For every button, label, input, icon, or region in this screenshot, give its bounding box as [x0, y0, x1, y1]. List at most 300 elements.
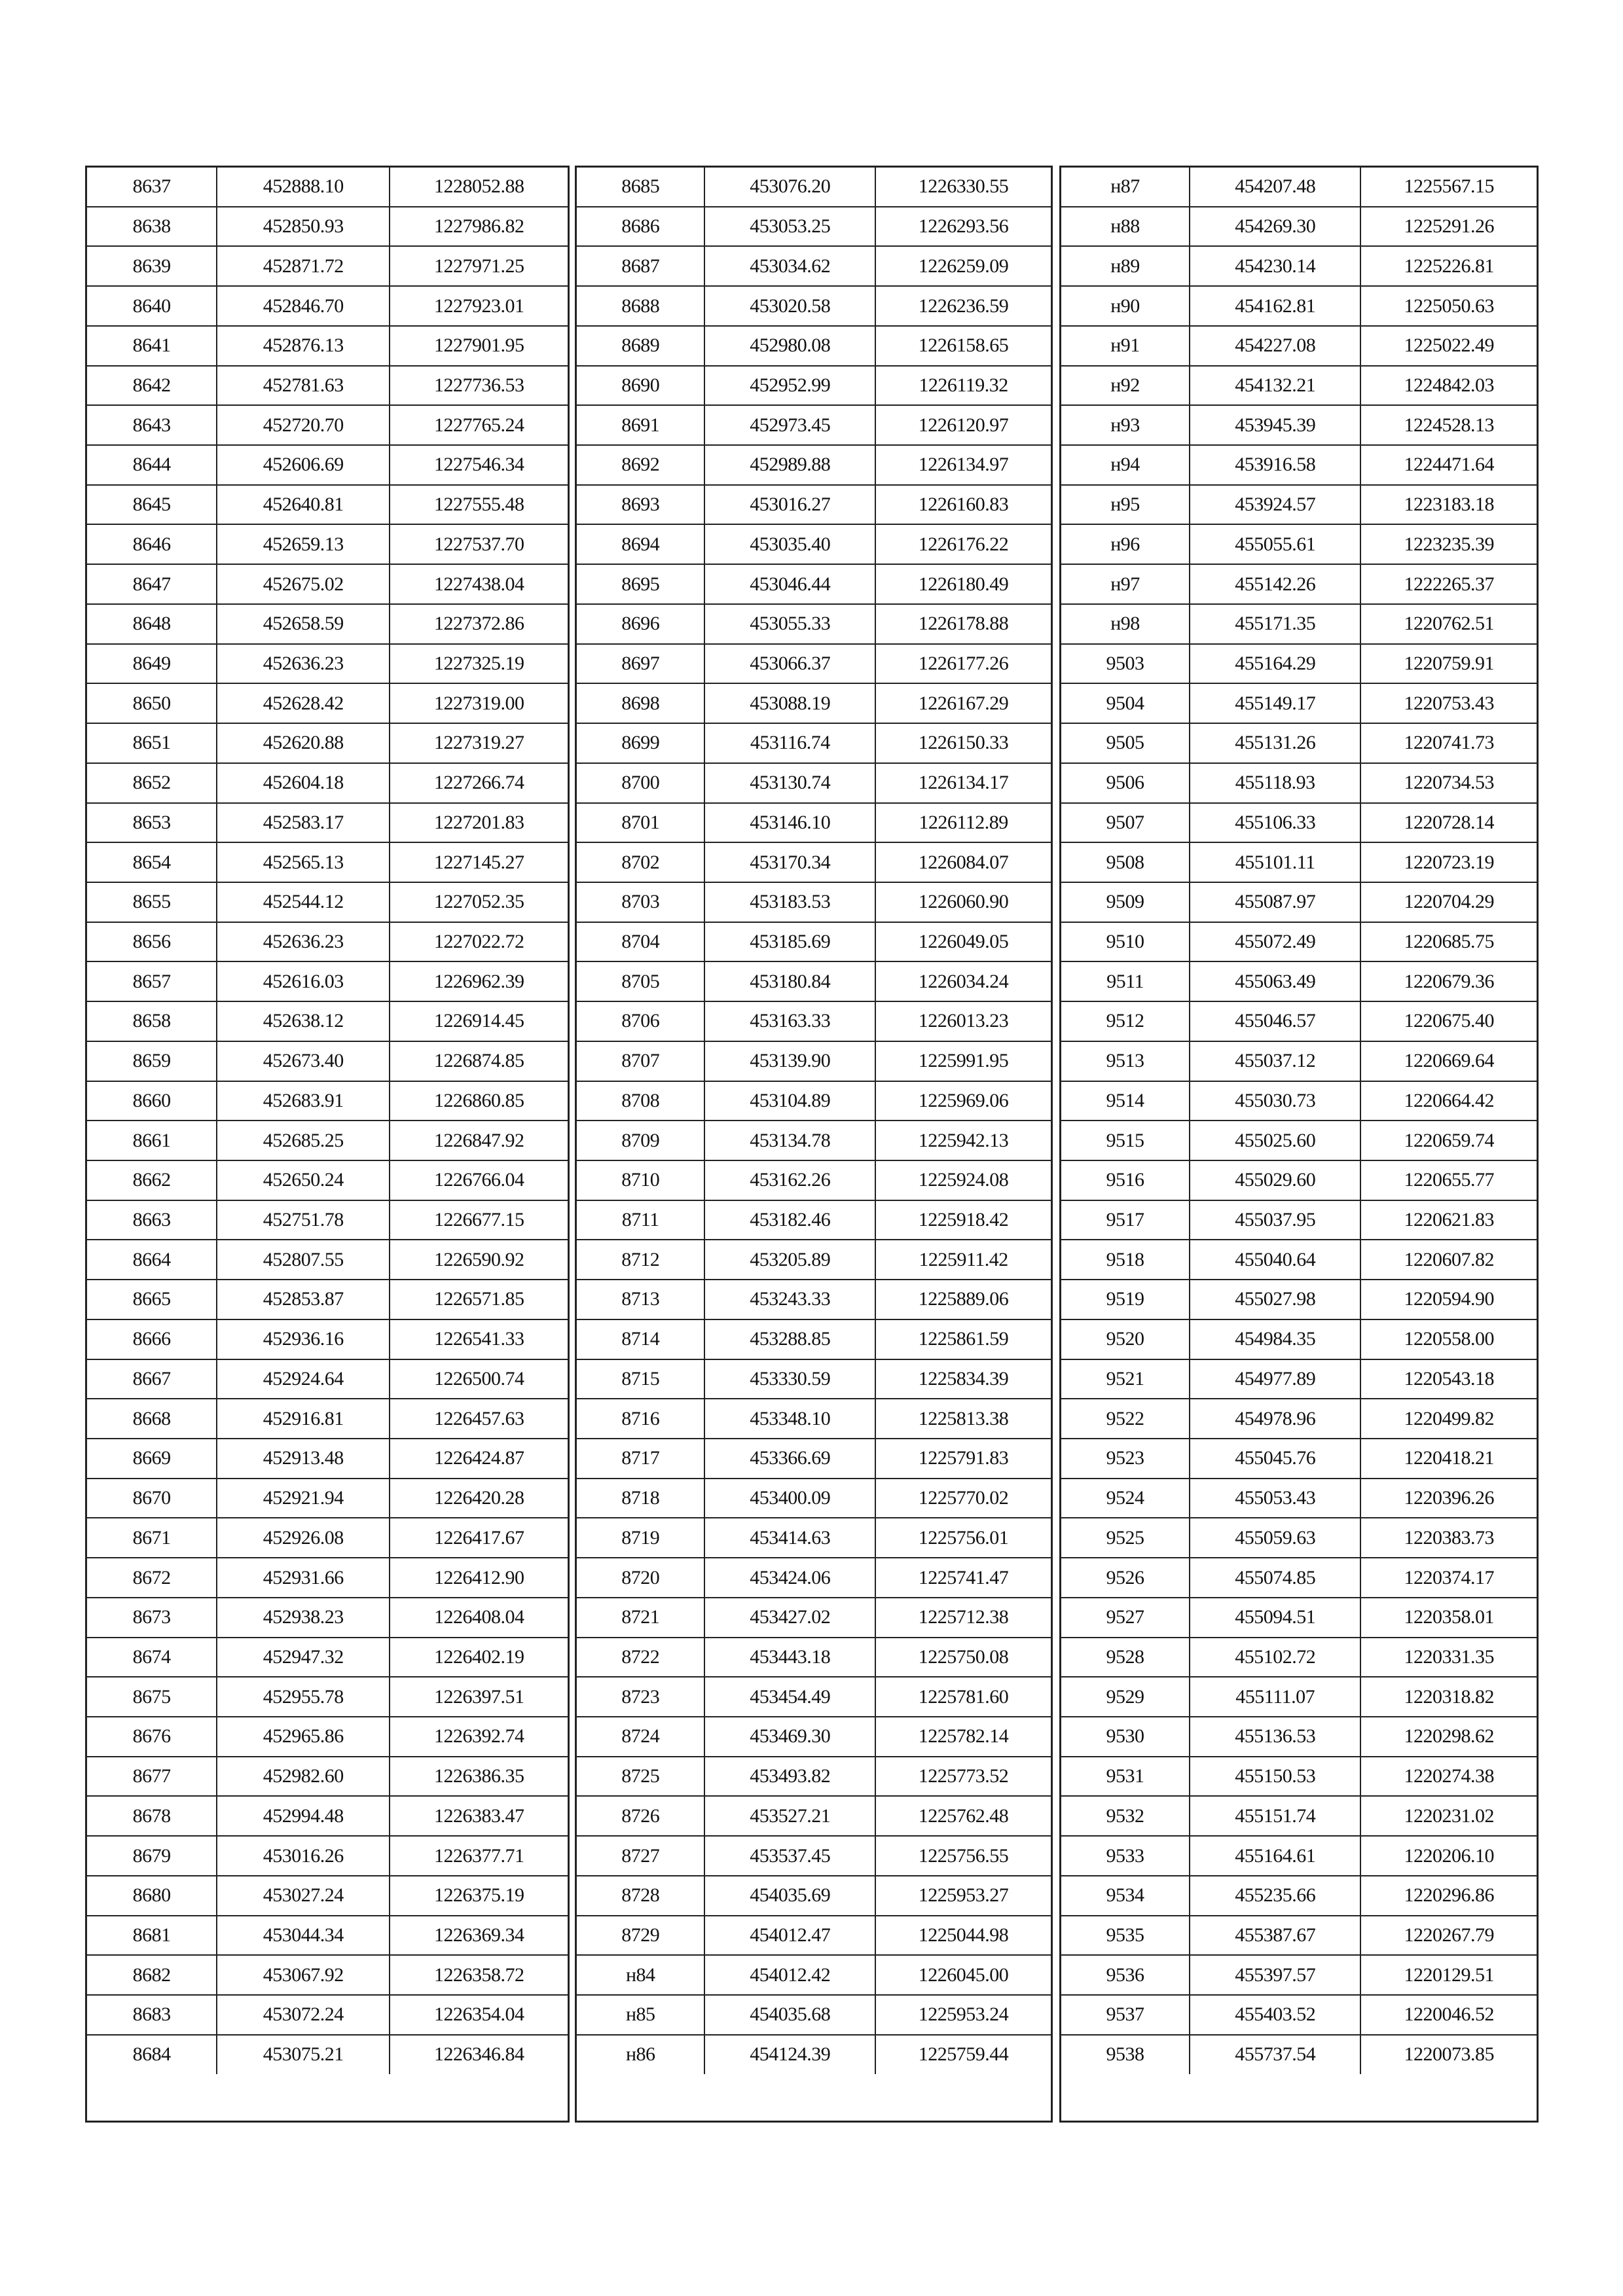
- table-row: [577, 723, 1051, 763]
- table-row: [87, 286, 568, 326]
- x-coordinate-cell: 455150.53: [1190, 1757, 1360, 1797]
- y-coordinate-cell: 1228052.88: [390, 168, 568, 207]
- x-coordinate-cell: 452604.18: [217, 763, 390, 803]
- table-row: [87, 1479, 568, 1518]
- table-row: [1061, 1757, 1537, 1797]
- x-coordinate-cell: 453443.18: [704, 1638, 875, 1677]
- x-coordinate-cell: 455055.61: [1190, 524, 1360, 564]
- table-row: [1061, 1717, 1537, 1757]
- y-coordinate-cell: 1220073.85: [1404, 2043, 1494, 2066]
- point-id-cell: 8687: [577, 246, 704, 286]
- y-coordinate-cell: 1224471.64: [1360, 445, 1537, 485]
- table-row: [577, 1439, 1051, 1479]
- point-id-cell: 9519: [1061, 1280, 1190, 1319]
- x-coordinate-cell: 453414.63: [704, 1518, 875, 1558]
- table-row: [87, 168, 568, 207]
- x-coordinate-cell: 454012.47: [704, 1916, 875, 1956]
- point-id-cell: 9511: [1061, 961, 1190, 1001]
- x-coordinate-cell: 452921.94: [217, 1479, 390, 1518]
- x-coordinate-cell: 455118.93: [1190, 763, 1360, 803]
- point-id-cell: 9516: [1061, 1160, 1190, 1200]
- x-coordinate-cell: 455136.53: [1190, 1717, 1360, 1757]
- point-id-cell: 8658: [87, 1001, 217, 1041]
- y-coordinate-cell: 1227986.82: [390, 207, 568, 247]
- table-row: [87, 1081, 568, 1121]
- x-coordinate-cell: 454035.69: [704, 1876, 875, 1916]
- point-id-cell: 8728: [577, 1876, 704, 1916]
- y-coordinate-cell: 1220206.10: [1360, 1836, 1537, 1876]
- x-coordinate-cell: 453139.90: [704, 1041, 875, 1081]
- y-coordinate-cell: 1227022.72: [390, 922, 568, 962]
- y-coordinate-cell: 1220318.82: [1360, 1677, 1537, 1717]
- table-row: [87, 1200, 568, 1240]
- point-id-cell: н97: [1061, 564, 1190, 604]
- table-row: [577, 2035, 1051, 2074]
- y-coordinate-cell: 1226176.22: [875, 524, 1051, 564]
- table-row: [1061, 1955, 1537, 1995]
- x-coordinate-cell: 455235.66: [1190, 1876, 1360, 1916]
- point-id-cell: 9515: [1061, 1121, 1190, 1160]
- x-coordinate-cell: 453330.59: [704, 1359, 875, 1399]
- y-coordinate-cell: 1226369.34: [390, 1916, 568, 1956]
- x-coordinate-cell: 452636.23: [217, 644, 390, 684]
- y-coordinate-cell: 1226392.74: [390, 1717, 568, 1757]
- y-coordinate-cell: 1223235.39: [1360, 524, 1537, 564]
- point-id-cell: 9508: [1061, 842, 1190, 882]
- point-id-cell: 8720: [577, 1558, 704, 1598]
- table-row: [87, 604, 568, 644]
- point-id-cell: 8663: [87, 1200, 217, 1240]
- table-row: [577, 207, 1051, 247]
- point-id-cell: 8665: [87, 1280, 217, 1319]
- y-coordinate-cell: 1225781.60: [875, 1677, 1051, 1717]
- y-coordinate-cell: 1220298.62: [1360, 1717, 1537, 1757]
- y-coordinate-cell: 1220762.51: [1360, 604, 1537, 644]
- point-id-cell: н87: [1061, 168, 1190, 207]
- table-row: [577, 1359, 1051, 1399]
- y-coordinate-cell: 1227372.86: [390, 604, 568, 644]
- x-coordinate-cell: 453053.25: [704, 207, 875, 247]
- point-id-cell: 8709: [577, 1121, 704, 1160]
- x-coordinate-cell: 453183.53: [704, 882, 875, 922]
- point-id-cell: 8729: [577, 1916, 704, 1956]
- point-id-cell: 9518: [1061, 1240, 1190, 1280]
- point-id-cell: 9513: [1061, 1041, 1190, 1081]
- point-id-cell: 8699: [577, 723, 704, 763]
- y-coordinate-cell: 1226236.59: [875, 286, 1051, 326]
- table-row: [1061, 961, 1537, 1001]
- point-id-cell: 8639: [87, 246, 217, 286]
- point-id-cell: 8669: [87, 1439, 217, 1479]
- table-row: [1061, 207, 1537, 247]
- x-coordinate-cell: 455111.07: [1190, 1677, 1360, 1717]
- y-coordinate-cell: 1226180.49: [875, 564, 1051, 604]
- point-id-cell: 8671: [87, 1518, 217, 1558]
- x-coordinate-cell: 454035.68: [704, 1995, 875, 2035]
- table-row: [577, 1598, 1051, 1638]
- x-coordinate-cell: 453454.49: [704, 1677, 875, 1717]
- table-row: [87, 1955, 568, 1995]
- table-row: [1061, 882, 1537, 922]
- y-coordinate-cell: 1227971.25: [390, 246, 568, 286]
- table-row: [87, 485, 568, 525]
- y-coordinate-cell: 1224528.13: [1360, 405, 1537, 445]
- point-id-cell: 9538: [1061, 2035, 1190, 2074]
- point-id-cell: 8657: [87, 961, 217, 1001]
- point-id-cell: 8700: [577, 763, 704, 803]
- table-row: [1061, 1638, 1537, 1677]
- point-id-cell: н84: [577, 1955, 704, 1995]
- coordinate-sheet: [85, 166, 1539, 2123]
- table-row: [577, 1518, 1051, 1558]
- table-row: [87, 1876, 568, 1916]
- y-coordinate-cell: 1226354.04: [390, 1995, 568, 2035]
- point-id-cell: 8654: [87, 842, 217, 882]
- y-coordinate-cell: 1226013.23: [875, 1001, 1051, 1041]
- y-coordinate-cell: 1225953.27: [875, 1876, 1051, 1916]
- point-id-cell: 9504: [1061, 683, 1190, 723]
- x-coordinate-cell: 452982.60: [217, 1757, 390, 1797]
- y-coordinate-cell: 1220664.42: [1360, 1081, 1537, 1121]
- x-coordinate-cell: 452565.13: [217, 842, 390, 882]
- x-coordinate-cell: 452965.86: [217, 1717, 390, 1757]
- point-id-cell: 8715: [577, 1359, 704, 1399]
- x-coordinate-cell: 453527.21: [704, 1796, 875, 1836]
- x-coordinate-cell: 452636.23: [217, 922, 390, 962]
- x-coordinate-cell: 455072.49: [1190, 922, 1360, 962]
- table-row: [577, 882, 1051, 922]
- table-row: [87, 1280, 568, 1319]
- x-coordinate-cell: 452931.66: [217, 1558, 390, 1598]
- table-row: [1061, 1876, 1537, 1916]
- point-id-cell: 8692: [577, 445, 704, 485]
- x-coordinate-cell: 454978.96: [1190, 1399, 1360, 1439]
- x-coordinate-cell: 452650.24: [217, 1160, 390, 1200]
- x-coordinate-cell: 452685.25: [217, 1121, 390, 1160]
- y-coordinate-cell: 1227319.00: [390, 683, 568, 723]
- point-id-cell: н90: [1061, 286, 1190, 326]
- table-row: [1061, 405, 1537, 445]
- point-id-cell: н98: [1061, 604, 1190, 644]
- point-id-cell: 8682: [87, 1955, 217, 1995]
- x-coordinate-cell: 455397.57: [1190, 1955, 1360, 1995]
- table-row: [87, 723, 568, 763]
- x-coordinate-cell: 455387.67: [1190, 1916, 1360, 1956]
- x-coordinate-cell: 452628.42: [217, 683, 390, 723]
- table-row: [577, 604, 1051, 644]
- point-id-cell: 8694: [577, 524, 704, 564]
- y-coordinate-cell: 1226259.09: [875, 246, 1051, 286]
- y-coordinate-cell: 1226150.33: [875, 723, 1051, 763]
- x-coordinate-cell: 453020.58: [704, 286, 875, 326]
- y-coordinate-cell: 1226134.97: [875, 445, 1051, 485]
- point-id-cell: 8646: [87, 524, 217, 564]
- x-coordinate-cell: 455030.73: [1190, 1081, 1360, 1121]
- y-coordinate-cell: 1226962.39: [390, 961, 568, 1001]
- table-row: [577, 1319, 1051, 1359]
- table-row: [87, 763, 568, 803]
- table-row: [577, 1836, 1051, 1876]
- x-coordinate-cell: 455142.26: [1190, 564, 1360, 604]
- point-id-cell: 8672: [87, 1558, 217, 1598]
- point-id-cell: 9514: [1061, 1081, 1190, 1121]
- table-row: [577, 1796, 1051, 1836]
- table-row: [87, 1757, 568, 1797]
- point-id-cell: 8641: [87, 326, 217, 366]
- table-row: [87, 803, 568, 843]
- table-row: [577, 1479, 1051, 1518]
- point-id-cell: 8681: [87, 1916, 217, 1956]
- point-id-cell: 8705: [577, 961, 704, 1001]
- x-coordinate-cell: 455027.98: [1190, 1280, 1360, 1319]
- y-coordinate-cell: 1220046.52: [1360, 1995, 1537, 2035]
- x-coordinate-cell: 454124.39: [704, 2035, 875, 2074]
- table-row: [87, 445, 568, 485]
- point-id-cell: 8698: [577, 683, 704, 723]
- x-coordinate-cell: 453180.84: [704, 961, 875, 1001]
- x-coordinate-cell: 452994.48: [217, 1796, 390, 1836]
- table-row: [577, 1717, 1051, 1757]
- y-coordinate-cell: 1225770.02: [875, 1479, 1051, 1518]
- x-coordinate-cell: 454227.08: [1190, 326, 1360, 366]
- y-coordinate-cell: 1227325.19: [390, 644, 568, 684]
- table-row: [87, 1558, 568, 1598]
- point-id-cell: 8660: [87, 1081, 217, 1121]
- y-coordinate-cell: 1220655.77: [1360, 1160, 1537, 1200]
- table-row: [1061, 326, 1537, 366]
- x-coordinate-cell: 453170.34: [704, 842, 875, 882]
- table-row: [1061, 445, 1537, 485]
- x-coordinate-cell: 452989.88: [704, 445, 875, 485]
- table-row: [577, 644, 1051, 684]
- point-id-cell: 8690: [577, 366, 704, 406]
- y-coordinate-cell: 1225050.63: [1360, 286, 1537, 326]
- point-id-cell: 8637: [87, 168, 217, 207]
- table-row: [1061, 922, 1537, 962]
- table-row: [1061, 246, 1537, 286]
- y-coordinate-cell: 1226408.04: [390, 1598, 568, 1638]
- table-1: [87, 168, 568, 2074]
- y-coordinate-cell: 1227537.70: [390, 524, 568, 564]
- y-coordinate-cell: 1220675.40: [1360, 1001, 1537, 1041]
- table-row: [87, 1121, 568, 1160]
- x-coordinate-cell: 455087.97: [1190, 882, 1360, 922]
- y-coordinate-cell: 1220231.02: [1360, 1796, 1537, 1836]
- point-id-cell: 9526: [1061, 1558, 1190, 1598]
- x-coordinate-cell: 453016.26: [217, 1836, 390, 1876]
- y-coordinate-cell: 1220679.36: [1360, 961, 1537, 1001]
- point-id-cell: 8647: [87, 564, 217, 604]
- point-id-cell: 8701: [577, 803, 704, 843]
- table-row: [577, 1001, 1051, 1041]
- point-id-cell: н92: [1061, 366, 1190, 406]
- table-row: [87, 246, 568, 286]
- table-row: [577, 1240, 1051, 1280]
- x-coordinate-cell: 452980.08: [704, 326, 875, 366]
- y-coordinate-cell: 1225911.42: [875, 1240, 1051, 1280]
- x-coordinate-cell: 452583.17: [217, 803, 390, 843]
- table-row: [1061, 1041, 1537, 1081]
- point-id-cell: 8713: [577, 1280, 704, 1319]
- y-coordinate-cell: 1226412.90: [390, 1558, 568, 1598]
- table-row: [87, 1717, 568, 1757]
- table-row: [87, 644, 568, 684]
- y-coordinate-cell: 1225750.08: [875, 1638, 1051, 1677]
- table-row: [577, 1121, 1051, 1160]
- point-id-cell: 8649: [87, 644, 217, 684]
- point-id-cell: н89: [1061, 246, 1190, 286]
- y-coordinate-cell: 1226293.56: [875, 207, 1051, 247]
- table-row: [87, 1240, 568, 1280]
- point-id-cell: 8714: [577, 1319, 704, 1359]
- y-coordinate-cell: 1220659.74: [1360, 1121, 1537, 1160]
- x-coordinate-cell: 455101.11: [1190, 842, 1360, 882]
- table-row: [87, 1399, 568, 1439]
- table-row: [577, 168, 1051, 207]
- y-coordinate-cell: 1220685.75: [1360, 922, 1537, 962]
- table-row: [87, 1439, 568, 1479]
- y-coordinate-cell: 1220418.21: [1360, 1439, 1537, 1479]
- table-row: [87, 842, 568, 882]
- point-id-cell: 9512: [1061, 1001, 1190, 1041]
- point-id-cell: 9503: [1061, 644, 1190, 684]
- point-id-cell: 8696: [577, 604, 704, 644]
- point-id-cell: 8638: [87, 207, 217, 247]
- point-id-cell: 8640: [87, 286, 217, 326]
- x-coordinate-cell: 455040.64: [1190, 1240, 1360, 1280]
- table-row: [1061, 644, 1537, 684]
- table-row: [577, 405, 1051, 445]
- x-coordinate-cell: 455037.12: [1190, 1041, 1360, 1081]
- x-coordinate-cell: 452638.12: [217, 1001, 390, 1041]
- x-coordinate-cell: 455053.43: [1190, 1479, 1360, 1518]
- x-coordinate-cell: 455106.33: [1190, 803, 1360, 843]
- point-id-cell: 8662: [87, 1160, 217, 1200]
- table-row: [87, 1001, 568, 1041]
- point-id-cell: 9524: [1061, 1479, 1190, 1518]
- y-coordinate-cell: 1225044.98: [875, 1916, 1051, 1956]
- point-id-cell: 8702: [577, 842, 704, 882]
- table-row: [1061, 1995, 1537, 2035]
- table-row: [577, 1916, 1051, 1956]
- x-coordinate-cell: 452620.88: [217, 723, 390, 763]
- y-coordinate-cell: 1220383.73: [1360, 1518, 1537, 1558]
- y-coordinate-cell: 1220274.38: [1360, 1757, 1537, 1797]
- y-coordinate-cell: 1223183.18: [1360, 485, 1537, 525]
- y-coordinate-cell: 1225762.48: [875, 1796, 1051, 1836]
- point-id-cell: 8706: [577, 1001, 704, 1041]
- x-coordinate-cell: 453243.33: [704, 1280, 875, 1319]
- table-row: [577, 326, 1051, 366]
- coordinate-table-1: [85, 166, 570, 2123]
- x-coordinate-cell: 453146.10: [704, 803, 875, 843]
- point-id-cell: 9521: [1061, 1359, 1190, 1399]
- x-coordinate-cell: 454230.14: [1190, 246, 1360, 286]
- coordinate-table-2: [575, 166, 1053, 2123]
- x-coordinate-cell: 455102.72: [1190, 1638, 1360, 1677]
- y-coordinate-cell: 1224842.03: [1360, 366, 1537, 406]
- y-coordinate-cell: 1226049.05: [875, 922, 1051, 962]
- table-row: [87, 1638, 568, 1677]
- x-coordinate-cell: 454132.21: [1190, 366, 1360, 406]
- x-coordinate-cell: 453469.30: [704, 1717, 875, 1757]
- point-id-cell: 9509: [1061, 882, 1190, 922]
- table-row: [87, 922, 568, 962]
- y-coordinate-cell: 1226346.84: [433, 2043, 524, 2066]
- y-coordinate-cell: 1225567.15: [1360, 168, 1537, 207]
- x-coordinate-cell: 453016.27: [704, 485, 875, 525]
- x-coordinate-cell: 453427.02: [704, 1598, 875, 1638]
- point-id-cell: н93: [1061, 405, 1190, 445]
- x-coordinate-cell: 453400.09: [704, 1479, 875, 1518]
- point-id-cell: 8661: [87, 1121, 217, 1160]
- point-id-cell: 8685: [577, 168, 704, 207]
- point-id-cell: 8667: [87, 1359, 217, 1399]
- x-coordinate-cell: 455046.57: [1190, 1001, 1360, 1041]
- y-coordinate-cell: 1226084.07: [875, 842, 1051, 882]
- point-id-cell: н91: [1061, 326, 1190, 366]
- y-coordinate-cell: 1220543.18: [1360, 1359, 1537, 1399]
- table-row: [577, 1995, 1051, 2035]
- x-coordinate-cell: 453348.10: [704, 1399, 875, 1439]
- table-row: [1061, 485, 1537, 525]
- y-coordinate-cell: 1226417.67: [390, 1518, 568, 1558]
- y-coordinate-cell: 1225756.01: [875, 1518, 1051, 1558]
- y-coordinate-cell: 1220331.35: [1360, 1638, 1537, 1677]
- point-id-cell: 8666: [87, 1319, 217, 1359]
- x-coordinate-cell: 453162.26: [704, 1160, 875, 1200]
- table-row: [577, 1160, 1051, 1200]
- point-id-cell: 8710: [577, 1160, 704, 1200]
- point-id-cell: 8712: [577, 1240, 704, 1280]
- x-coordinate-cell: 453046.44: [704, 564, 875, 604]
- y-coordinate-cell: 1226119.32: [875, 366, 1051, 406]
- point-id-cell: 8722: [577, 1638, 704, 1677]
- y-coordinate-cell: 1226358.72: [390, 1955, 568, 1995]
- point-id-cell: 9527: [1061, 1598, 1190, 1638]
- y-coordinate-cell: 1225969.06: [875, 1081, 1051, 1121]
- point-id-cell: 8689: [577, 326, 704, 366]
- x-coordinate-cell: 453116.74: [704, 723, 875, 763]
- x-coordinate-cell: 452807.55: [217, 1240, 390, 1280]
- y-coordinate-cell: 1225953.24: [875, 1995, 1051, 2035]
- point-id-cell: н94: [1061, 445, 1190, 485]
- y-coordinate-cell: 1226375.19: [390, 1876, 568, 1916]
- y-coordinate-cell: 1226034.24: [875, 961, 1051, 1001]
- point-id-cell: 8684: [87, 2035, 217, 2074]
- point-id-cell: 9537: [1061, 1995, 1190, 2035]
- table-row: [577, 763, 1051, 803]
- point-id-cell: 9529: [1061, 1677, 1190, 1717]
- x-coordinate-cell: 453924.57: [1190, 485, 1360, 525]
- table-row: [87, 524, 568, 564]
- x-coordinate-cell: 452916.81: [217, 1399, 390, 1439]
- y-coordinate-cell: 1225022.49: [1360, 326, 1537, 366]
- table-row: [1061, 1319, 1537, 1359]
- y-coordinate-cell: 1227765.24: [390, 405, 568, 445]
- y-coordinate-cell: 1220267.79: [1360, 1916, 1537, 1956]
- table-row: [1061, 1677, 1537, 1717]
- table-row: [1061, 1280, 1537, 1319]
- point-id-cell: 9522: [1061, 1399, 1190, 1439]
- table-row: [1061, 1160, 1537, 1200]
- x-coordinate-cell: 453066.37: [704, 644, 875, 684]
- y-coordinate-cell: 1227319.27: [390, 723, 568, 763]
- point-id-cell: 8727: [577, 1836, 704, 1876]
- point-id-cell: 8725: [577, 1757, 704, 1797]
- y-coordinate-cell: 1227736.53: [390, 366, 568, 406]
- x-coordinate-cell: 453424.06: [704, 1558, 875, 1598]
